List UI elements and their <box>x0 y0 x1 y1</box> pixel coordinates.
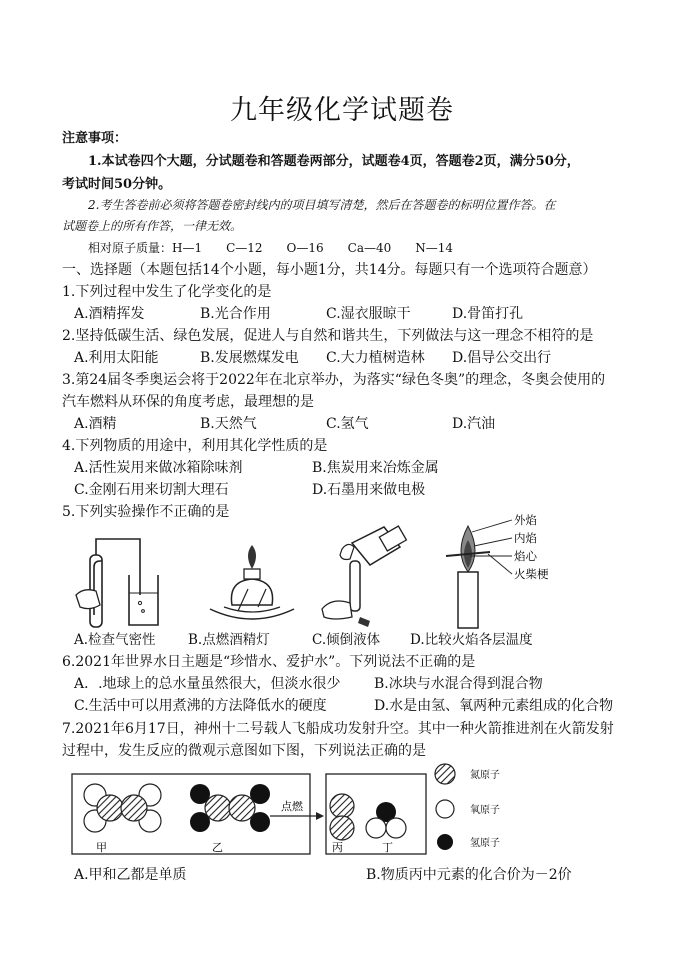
legend-oxygen-atom <box>436 800 454 818</box>
label-ding: 丁 <box>382 841 393 854</box>
label-inner-flame: 内焰 <box>514 531 537 545</box>
q4-option-c: C.金刚石用来切割大理石 <box>74 482 229 498</box>
q5-option-a: A.检查气密性 <box>74 632 156 648</box>
label-outer-flame: 外焰 <box>514 513 537 527</box>
section-heading: 一、选择题（本题包括14个小题，每小题1分，共14分。每题只有一个选项符合题意） <box>62 262 597 278</box>
q4-stem: 4.下列物质的用途中，利用其化学性质的是 <box>62 438 328 454</box>
q4-option-d: D.石墨用来做电极 <box>312 482 426 498</box>
q7-option-b: B.物质丙中元素的化合价为－2价 <box>366 867 572 883</box>
q5-option-d: D.比较火焰各层温度 <box>410 632 533 648</box>
q6-option-c: C.生活中可以用煮沸的方法降低水的硬度 <box>74 698 327 714</box>
atomic-masses: 相对原子质量：H—1 C—12 O—16 Ca—40 N—14 <box>88 241 454 255</box>
label-match-stick: 火柴梗 <box>514 567 549 581</box>
q3-stem-line2: 汽车燃料从环保的角度考虑，最理想的是 <box>62 394 314 410</box>
q1-option-a: A.酒精挥发 <box>74 306 145 322</box>
label-jia: 甲 <box>96 841 107 854</box>
q1-option-d: D.骨笛打孔 <box>452 306 524 322</box>
figure-d-flame-layers <box>440 512 570 630</box>
q7-option-a: A.甲和乙都是单质 <box>74 867 187 883</box>
figure-a-airtightness <box>66 525 176 630</box>
q3-option-c: C.氢气 <box>326 416 369 432</box>
q6-option-d: D.水是由氢、氧两种元素组成的化合物 <box>374 698 614 714</box>
arrow-label: 点燃 <box>281 800 303 813</box>
q3-option-d: D.汽油 <box>452 416 496 432</box>
q5-option-c: C.倾倒液体 <box>312 632 381 648</box>
legend-nitrogen-atom <box>435 764 455 784</box>
q7-stem-line1: 7.2021年6月17日，神州十二号载人飞船成功发射升空。其中一种火箭推进剂在火箭发射 <box>62 721 614 737</box>
q2-option-c: C.大力植树造林 <box>326 350 425 366</box>
figure-c-pouring-liquid <box>312 517 422 630</box>
figure-b-alcohol-lamp <box>202 525 302 630</box>
q5-stem: 5.下列实验操作不正确的是 <box>62 504 230 520</box>
q1-option-c: C.湿衣服晾干 <box>326 306 411 322</box>
q2-stem: 2.坚持低碳生活、绿色发展，促进人与自然和谐共生，下列做法与这一理念不相符的是 <box>62 328 594 344</box>
note-1-line1: 1.本试卷四个大题，分试题卷和答题卷两部分，试题卷4页，答题卷2页，满分50分， <box>88 154 580 169</box>
reaction-diagram <box>60 760 640 858</box>
q2-option-d: D.倡导公交出行 <box>452 350 552 366</box>
q5-option-b: B.点燃酒精灯 <box>188 632 270 648</box>
q3-option-a: A.酒精 <box>74 416 117 432</box>
q2-option-b: B.发展燃煤发电 <box>200 350 299 366</box>
note-2-line2: 试题卷上的所有作答，一律无效。 <box>62 219 243 233</box>
label-flame-core: 焰心 <box>514 549 537 563</box>
q4-option-a: A.活性炭用来做冰箱除味剂 <box>74 460 243 476</box>
page-title: 九年级化学试题卷 <box>230 95 454 126</box>
q3-option-b: B.天然气 <box>200 416 257 432</box>
q1-option-b: B.光合作用 <box>200 306 271 322</box>
q2-option-a: A.利用太阳能 <box>74 350 159 366</box>
q3-stem-line1: 3.第24届冬季奥运会将于2022年在北京举办，为落实“绿色冬奥”的理念，冬奥会使用的 <box>62 372 606 388</box>
q7-stem-line2: 过程中，发生反应的微观示意图如下图，下列说法正确的是 <box>62 743 426 759</box>
q6-stem: 6.2021年世界水日主题是“珍惜水、爱护水”。下列说法不正确的是 <box>62 654 476 670</box>
note-1-line2: 考试时间50分钟。 <box>62 177 172 192</box>
notes-heading: 注意事项： <box>62 131 128 146</box>
q6-option-a: A．.地球上的总水量虽然很大，但淡水很少 <box>74 676 341 692</box>
legend-hydrogen-label: 氢原子 <box>470 838 500 849</box>
legend-oxygen-label: 氧原子 <box>470 805 500 816</box>
note-2-line1: 2.考生答卷前必须将答题卷密封线内的项目填写清楚，然后在答题卷的标明位置作答。在 <box>88 198 556 212</box>
q1-stem: 1.下列过程中发生了化学变化的是 <box>62 284 272 300</box>
legend-hydrogen-atom <box>437 834 453 850</box>
legend-nitrogen-label: 氮原子 <box>470 770 500 781</box>
q4-option-b: B.焦炭用来冶炼金属 <box>312 460 439 476</box>
label-yi: 乙 <box>212 841 223 854</box>
label-bing: 丙 <box>332 841 343 854</box>
q6-option-b: B.冰块与水混合得到混合物 <box>374 676 543 692</box>
